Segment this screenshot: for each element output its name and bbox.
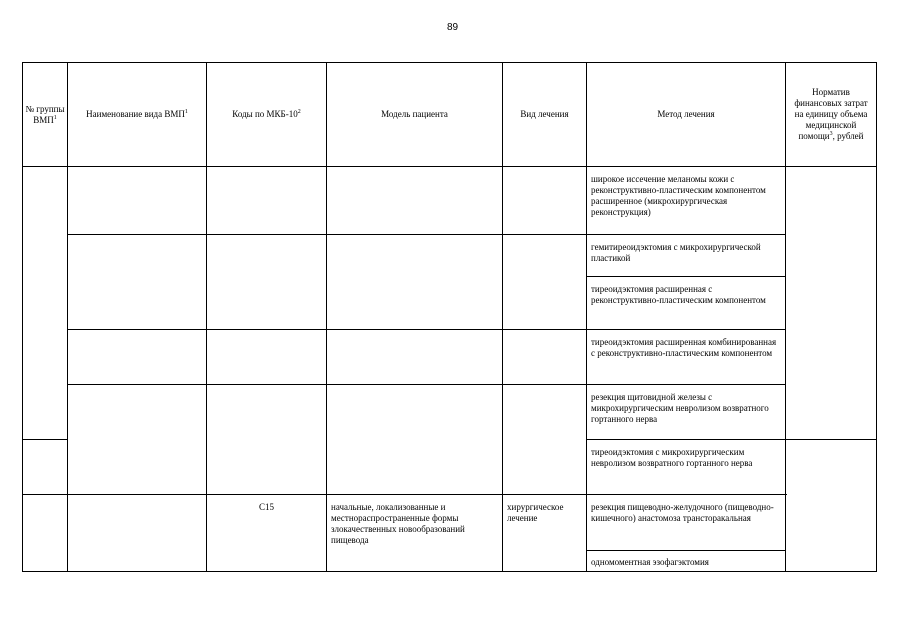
method-cell: резекция пищеводно-желудочного (пищеводно-кишечного) анастомоза трансторакальная: [591, 502, 774, 523]
table-border-bottom: [22, 571, 877, 572]
page-number: 89: [446, 22, 459, 33]
footnote-marker: 1: [184, 109, 188, 115]
header-vmp-type-name-text: Наименование вида ВМП: [86, 109, 185, 119]
header-patient-model: [327, 63, 502, 166]
header-group-number-text: № группы ВМП: [25, 103, 65, 125]
row-line-4: [67, 384, 786, 385]
header-group-number: [23, 63, 67, 166]
row-line-8: [586, 550, 786, 551]
row-line-2: [586, 276, 786, 277]
method-cell: одномоментная эзофагэктомия: [591, 557, 709, 567]
table-border-right: [876, 62, 877, 572]
header-vmp-type-name: [68, 63, 206, 166]
header-cost-standard: [786, 63, 876, 166]
header-icd-codes: [207, 63, 326, 166]
header-treatment-method: [587, 63, 785, 166]
header-icd-codes-text: Коды по МКБ-10: [232, 109, 298, 119]
header-cost-standard-text: Норматив финансовых затрат на единицу объема медицинской помощи: [794, 87, 868, 141]
footnote-marker: 2: [297, 109, 301, 115]
method-cell: тиреоидэктомия расширенная комбинированная с реконструктивно-пластическим компонентом: [591, 337, 777, 358]
patient-model-cell: начальные, локализованные и местнораспространенные формы злокачественных новообразований пищевода: [331, 502, 465, 545]
method-cell: широкое иссечение меланомы кожи с реконструктивно-пластическим компонентом расширенное (микрохирургическая реконструкция): [591, 174, 766, 217]
row-line-3: [67, 329, 786, 330]
method-cell: гемитиреоидэктомия с микрохирургической пластикой: [591, 242, 761, 263]
method-cell: тиреоидэктомия расширенная с реконструктивно-пластическим компонентом: [591, 284, 766, 305]
header-cost-standard-suffix: , рублей: [832, 131, 864, 141]
treatment-type-cell: хирургическое лечение: [507, 502, 564, 523]
row-line-7: [22, 494, 787, 495]
row-line-6: [586, 439, 877, 440]
header-patient-model-text: Модель пациента: [381, 109, 448, 119]
header-bottom-line: [22, 166, 877, 167]
method-cell: тиреоидэктомия с микрохирургическим невролизом возвратного гортанного нерва: [591, 447, 753, 468]
method-cell: резекция щитовидной железы с микрохирургическим невролизом возвратного гортанного нерва: [591, 392, 769, 424]
footnote-marker: 1: [53, 114, 57, 121]
header-treatment-type-text: Вид лечения: [520, 109, 569, 119]
row-line-5: [22, 439, 68, 440]
header-treatment-type: [503, 63, 586, 166]
icd-code-cell: C15: [258, 502, 274, 512]
row-line-1: [67, 234, 786, 235]
footnote-marker: 3: [829, 131, 833, 137]
header-treatment-method-text: Метод лечения: [657, 109, 715, 119]
